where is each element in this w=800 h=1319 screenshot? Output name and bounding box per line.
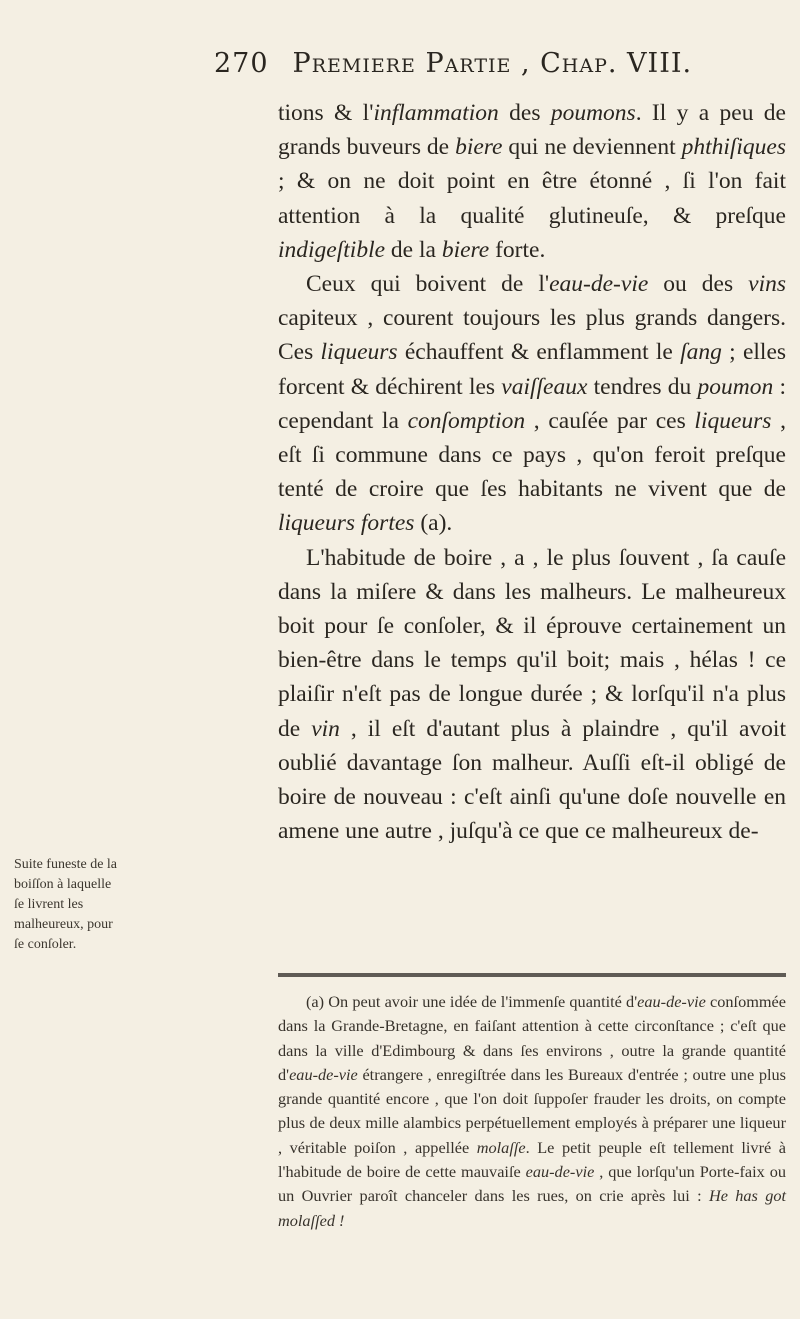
margin-note: Suite funeste de la boiſſon à laquelle ſe livrent les malheureux, pour ſe conſoler. xyxy=(14,857,118,952)
footnote-text: (a) On peut avoir une idée de l'immenſe quantité d'eau-de-vie conſommée dans la Grande-Bretagne, en faiſant attention à cette circonſtance ; c'eſt que dans la ville d'Edimbourg & dans ſes environs , outre la grande quantité d'eau-de-vie étrangere , enregiſtrée dans les Bureaux d'entrée ; outre une plus grande quantité encore , que l'on doit ſuppoſer frauder les droits, on compte plus de deux mille alambics perpétuellement employés à préparer une liqueur , véritable poiſon , appellée molaſſe. Le petit peuple eſt tellement livré à l'habitude de boire de cette mauvaiſe eau-de-vie , que lorſqu'un Porte-faix ou un Ouvrier paroît chanceler dans les rues, on crie après lui : He has got molaſſed ! xyxy=(278,992,787,1230)
main-text xyxy=(278,96,786,848)
page-header xyxy=(214,48,774,79)
page-number: 270 xyxy=(214,48,269,79)
running-title: Premiere Partie , Chap. VIII. xyxy=(292,48,693,79)
footnote xyxy=(278,990,786,1233)
paragraph-1: tions & l'inflammation des poumons. Il y a peu de grands buveurs de biere qui ne deviennent phthiſiques ; & on ne doit point en être étonné , ſi l'on fait attention à la qualité glutineuſe, & preſque indigeſtible de la biere forte. xyxy=(278,100,787,263)
footnote-divider xyxy=(278,973,786,977)
paragraph-2: Ceux qui boivent de l'eau-de-vie ou des vins capiteux , courent toujours les plus grands dangers. Ces liqueurs échauffent & enflamment le ſang ; elles forcent & déchirent les vaiſſeaux tendres du poumon : cependant la conſomption , cauſée par ces liqueurs , eſt ſi commune dans ce pays , qu'on feroit preſque tenté de croire que ſes habitants ne vivent que de liqueurs fortes (a). xyxy=(278,271,787,537)
paragraph-3: L'habitude de boire , a , le plus ſouvent , ſa cauſe dans la miſere & dans les malheurs. Le malheureux boit pour ſe conſoler, & il éprouve certainement un bien-être dans le temps qu'il boit; mais , hélas ! ce plaiſir n'eſt pas de longue durée ; & lorſqu'il n'a plus de vin , il eſt d'autant plus à plaindre , qu'il avoit oublié davantage ſon malheur. Auſſi eſt-il obligé de boire de nouveau : c'eſt ainſi qu'une doſe nouvelle en amene une autre , juſqu'à ce que ce malheureux de- xyxy=(278,544,786,845)
